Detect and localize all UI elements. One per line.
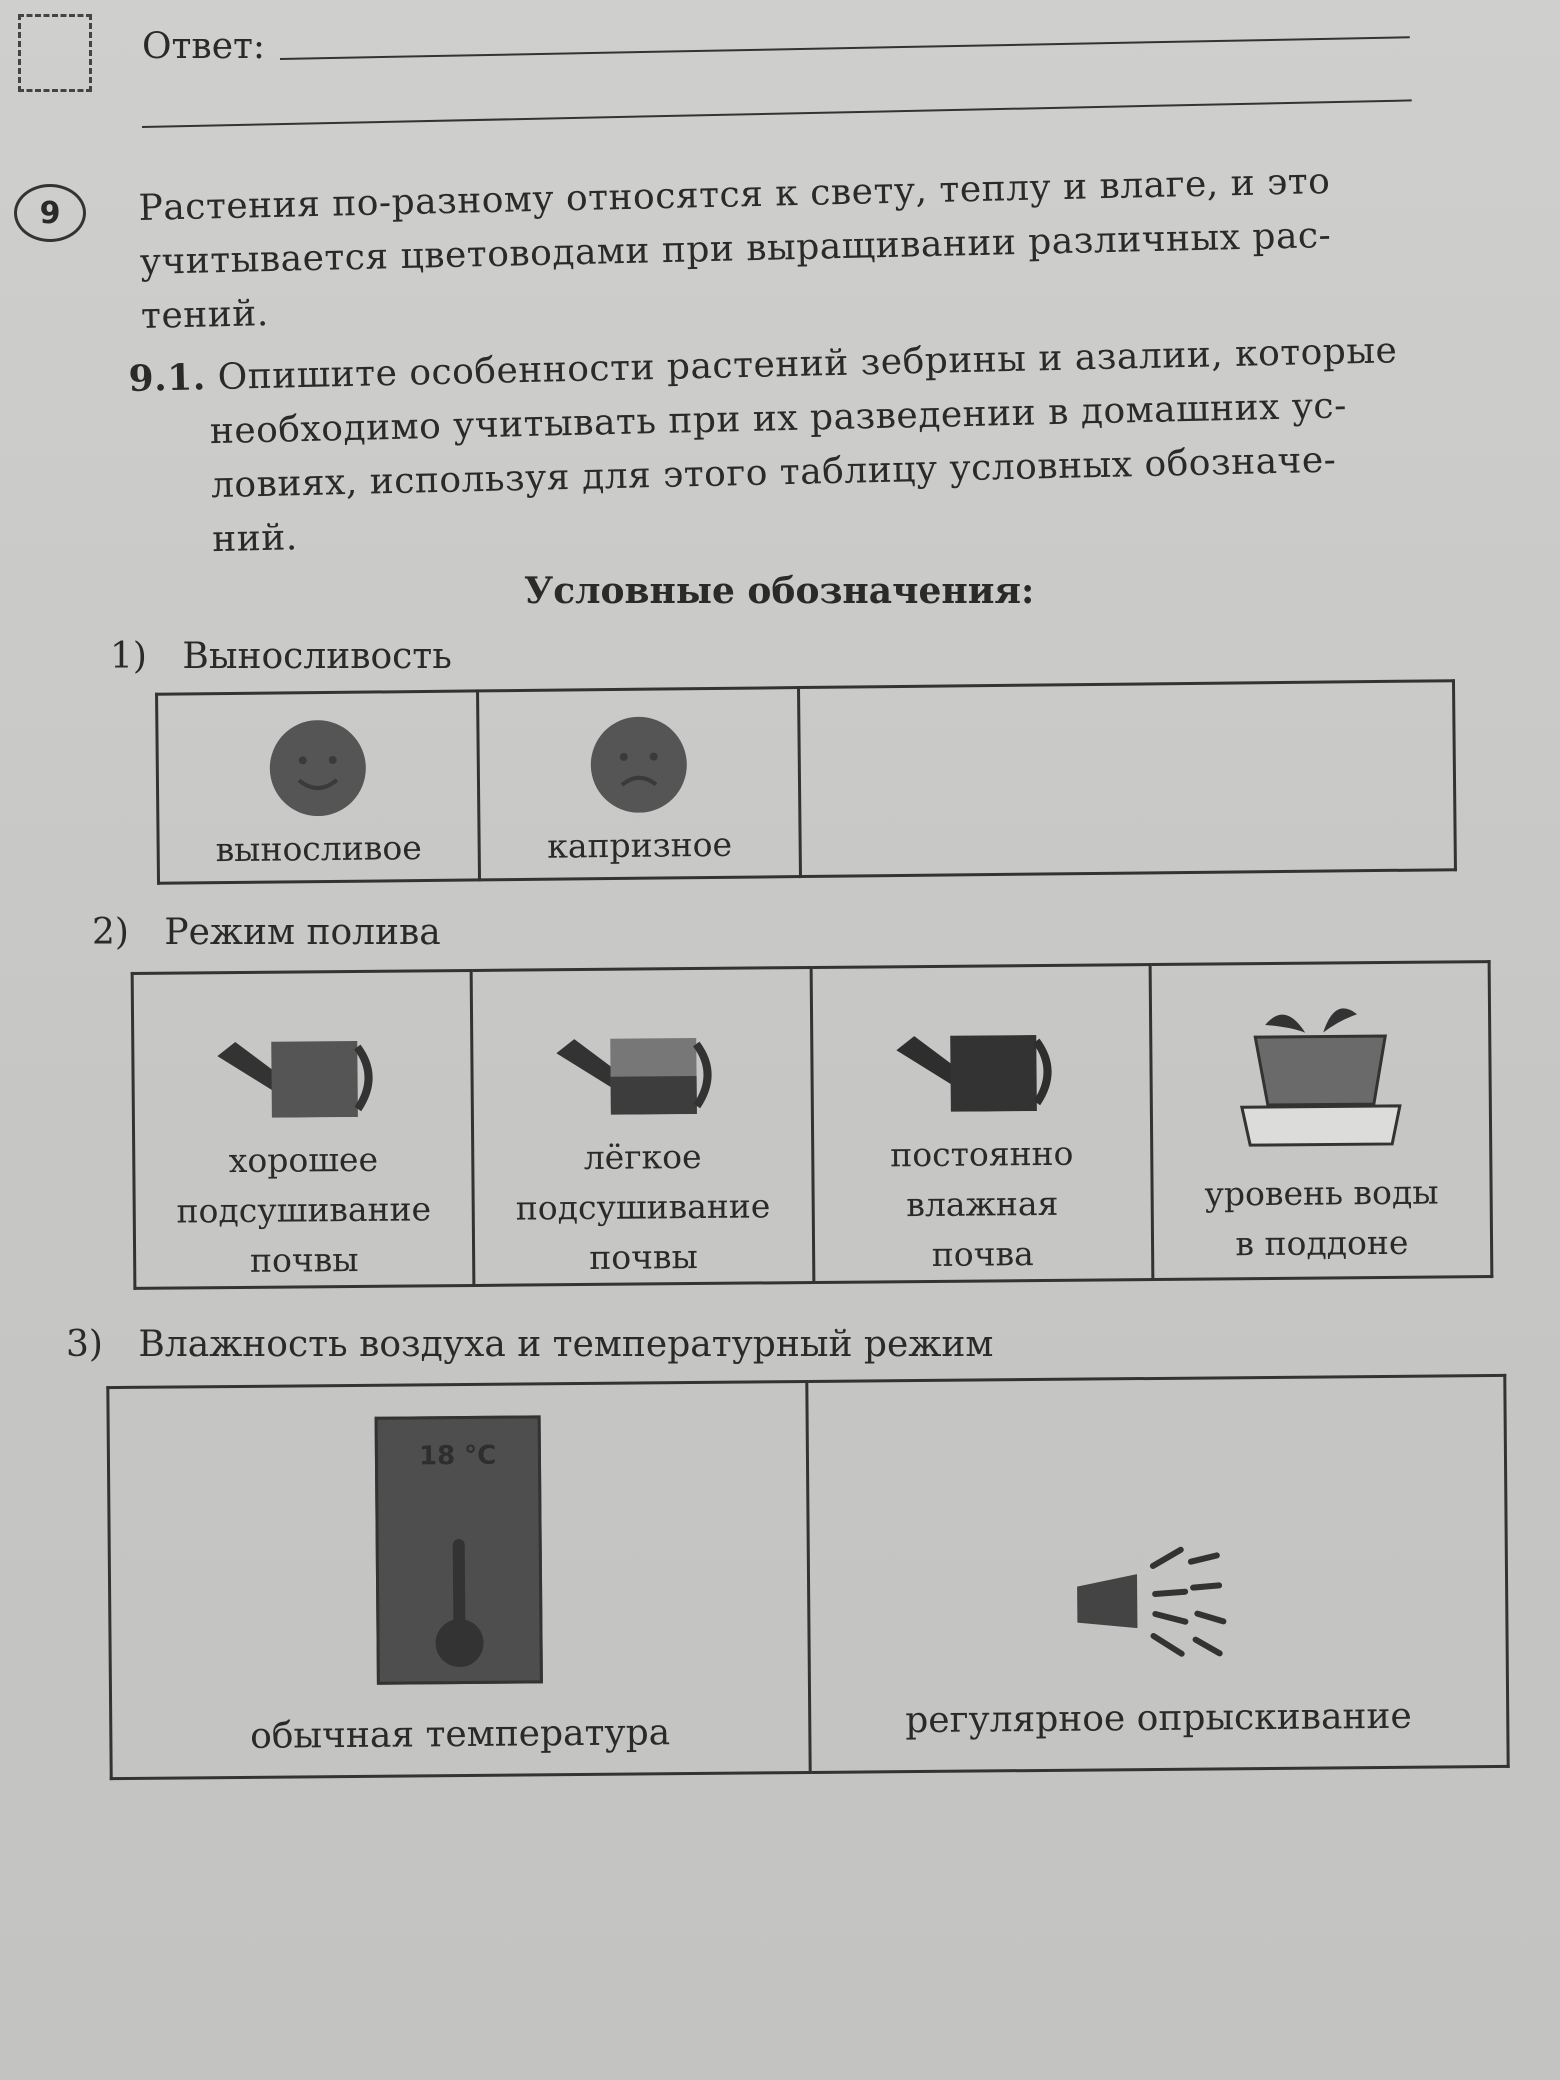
humidity-cell: [108, 1382, 810, 1779]
watering-can-half-icon: [557, 1034, 728, 1115]
humidity-temperature-table: [106, 1374, 1509, 1780]
watering-can-icon: [217, 1037, 388, 1118]
empty-cell: [799, 681, 1456, 877]
task-line: ний.: [211, 517, 299, 561]
thermometer-icon: [374, 1415, 542, 1684]
watering-cell: [811, 965, 1153, 1283]
cell-label: выносливое: [215, 828, 422, 870]
watering-table: [131, 960, 1494, 1290]
cell-label-line: влажная: [906, 1183, 1059, 1225]
answer-line[interactable]: [280, 36, 1410, 60]
cell-label: обычная температура: [249, 1712, 671, 1757]
pot-with-tray-icon: [1235, 996, 1406, 1147]
cell-label-line: лёгкое: [583, 1136, 702, 1177]
cell-label-line: в поддоне: [1235, 1222, 1409, 1264]
sad-face-icon: [583, 716, 694, 813]
section-title: Режим полива: [164, 912, 441, 953]
humidity-cell: [806, 1375, 1508, 1772]
section-2-header: [92, 912, 441, 953]
endurance-cell: [478, 688, 801, 880]
section-1-header: [110, 636, 452, 677]
endurance-table: [155, 679, 1457, 885]
watering-cell: [471, 968, 813, 1286]
answer-label: Ответ:: [142, 26, 266, 67]
cell-label: регулярное опрыскивание: [905, 1695, 1412, 1742]
answer-checkbox[interactable]: [18, 14, 92, 92]
section-title: Влажность воздуха и температурный режим: [138, 1324, 994, 1365]
sprayer-icon: [1057, 1535, 1258, 1667]
cell-label-line: подсушивание: [176, 1189, 432, 1231]
intro-line: Растения по-разному относятся к свету, теплу и влаге, и это: [138, 160, 1331, 229]
task-line: ловиях, используя для этого таблицу условных обозначе-: [210, 439, 1337, 507]
section-number: 2): [92, 912, 129, 953]
section-3-header: [66, 1324, 993, 1365]
answer-line-2[interactable]: [142, 99, 1412, 128]
endurance-cell: [157, 691, 480, 883]
subquestion-number: 9.1.: [128, 356, 207, 400]
watering-cell: [1150, 962, 1492, 1280]
intro-line: учитывается цветоводами при выращивании различных рас-: [139, 214, 1332, 283]
question-number: 9: [14, 184, 86, 242]
watering-cell: [132, 970, 474, 1288]
cell-label-line: подсушивание: [515, 1186, 771, 1228]
cell-label: капризное: [547, 824, 733, 866]
task-line: Опишите особенности растений зебрины и азалии, которые: [217, 330, 1398, 398]
task-line: необходимо учитывать при их разведении в домашних ус-: [209, 385, 1348, 453]
thermometer-reading: 18 °C: [418, 1440, 497, 1472]
cell-label-line: постоянно: [890, 1133, 1074, 1175]
section-title: Выносливость: [182, 636, 452, 677]
cell-label-line: почва: [931, 1234, 1034, 1274]
cell-label-line: хорошее: [228, 1139, 379, 1181]
legend-title: Условные обозначения:: [524, 570, 1035, 612]
cell-label-line: уровень воды: [1204, 1172, 1439, 1214]
cell-label-line: почвы: [249, 1239, 359, 1280]
watering-can-full-icon: [896, 1031, 1067, 1112]
section-number: 3): [66, 1324, 103, 1365]
cell-label-line: почвы: [589, 1237, 698, 1277]
section-number: 1): [110, 636, 147, 677]
subquestion: [128, 322, 1453, 569]
question-intro: [138, 153, 1441, 344]
happy-face-icon: [262, 720, 373, 817]
intro-line: тений.: [140, 293, 270, 337]
